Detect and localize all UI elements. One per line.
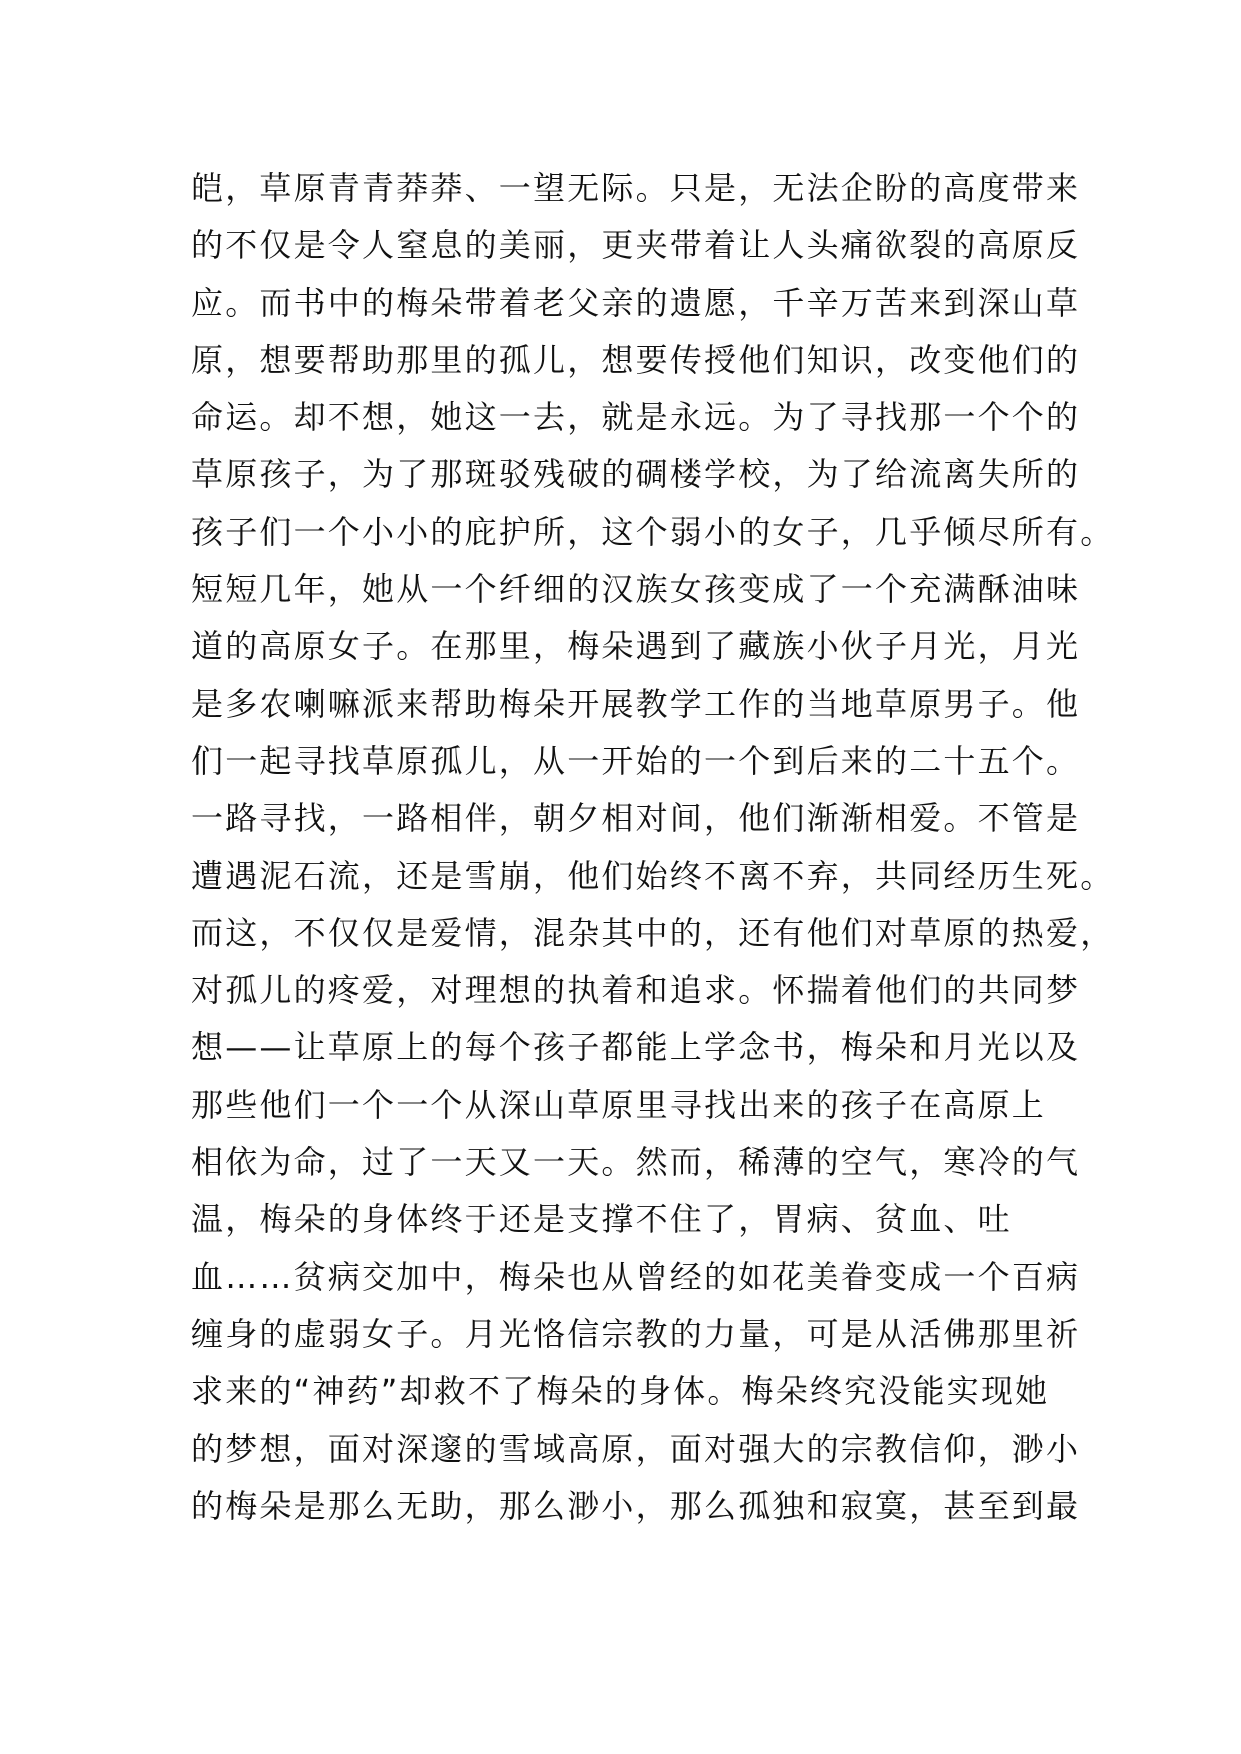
text-line: 的梦想，面对深邃的雪域高原，面对强大的宗教信仰，渺小 <box>191 1429 1081 1468</box>
text-line: 是多农喇嘛派来帮助梅朵开展教学工作的当地草原男子。他 <box>191 684 1081 723</box>
text-line: 命运。却不想，她这一去，就是永远。为了寻找那一个个的 <box>191 398 1081 437</box>
body-text <box>191 160 1115 1535</box>
text-line: 一路寻找，一路相伴，朝夕相对间，他们渐渐相爱。不管是 <box>191 799 1081 838</box>
text-line: 们一起寻找草原孤儿，从一开始的一个到后来的二十五个。 <box>191 741 1081 780</box>
text-line: 缠身的虚弱女子。月光恪信宗教的力量，可是从活佛那里祈 <box>191 1314 1081 1353</box>
text-line: 的不仅是令人窒息的美丽，更夹带着让人头痛欲裂的高原反 <box>191 226 1081 265</box>
text-line: 原，想要帮助那里的孤儿，想要传授他们知识，改变他们的 <box>191 340 1081 379</box>
text-line: 皑，草原青青莽莽、一望无际。只是，无法企盼的高度带来 <box>191 169 1081 207</box>
text-line: 应。而书中的梅朵带着老父亲的遗愿，千辛万苦来到深山草 <box>191 283 1081 322</box>
text-line: 而这，不仅仅是爱情，混杂其中的，还有他们对草原的热爱， <box>191 913 1115 952</box>
text-line: 相依为命，过了一天又一天。然而，稀薄的空气，寒冷的气 <box>191 1143 1081 1182</box>
text-line: 孩子们一个小小的庇护所，这个弱小的女子，几乎倾尽所有。 <box>191 512 1115 551</box>
text-line: 遭遇泥石流，还是雪崩，他们始终不离不弃，共同经历生死。 <box>191 856 1115 895</box>
text-line: 道的高原女子。在那里，梅朵遇到了藏族小伙子月光，月光 <box>191 627 1081 666</box>
text-line: 血……贫病交加中，梅朵也从曾经的如花美眷变成一个百病 <box>191 1257 1081 1296</box>
text-line: 那些他们一个一个从深山草原里寻找出来的孩子在高原上 <box>191 1085 1047 1124</box>
text-line: 对孤儿的疼爱，对理想的执着和追求。怀揣着他们的共同梦 <box>191 971 1081 1010</box>
text-line: 短短几年，她从一个纤细的汉族女孩变成了一个充满酥油味 <box>191 570 1081 609</box>
text-line: 温，梅朵的身体终于还是支撑不住了，胃病、贫血、吐 <box>191 1200 1012 1239</box>
text-line: 草原孩子，为了那斑驳残破的碉楼学校，为了给流离失所的 <box>191 455 1081 494</box>
text-line: 求来的“神药”却救不了梅朵的身体。梅朵终究没能实现她 <box>191 1372 1050 1411</box>
text-line: 想——让草原上的每个孩子都能上学念书，梅朵和月光以及 <box>191 1028 1081 1067</box>
text-line: 的梅朵是那么无助，那么渺小，那么孤独和寂寞，甚至到最 <box>191 1486 1081 1525</box>
